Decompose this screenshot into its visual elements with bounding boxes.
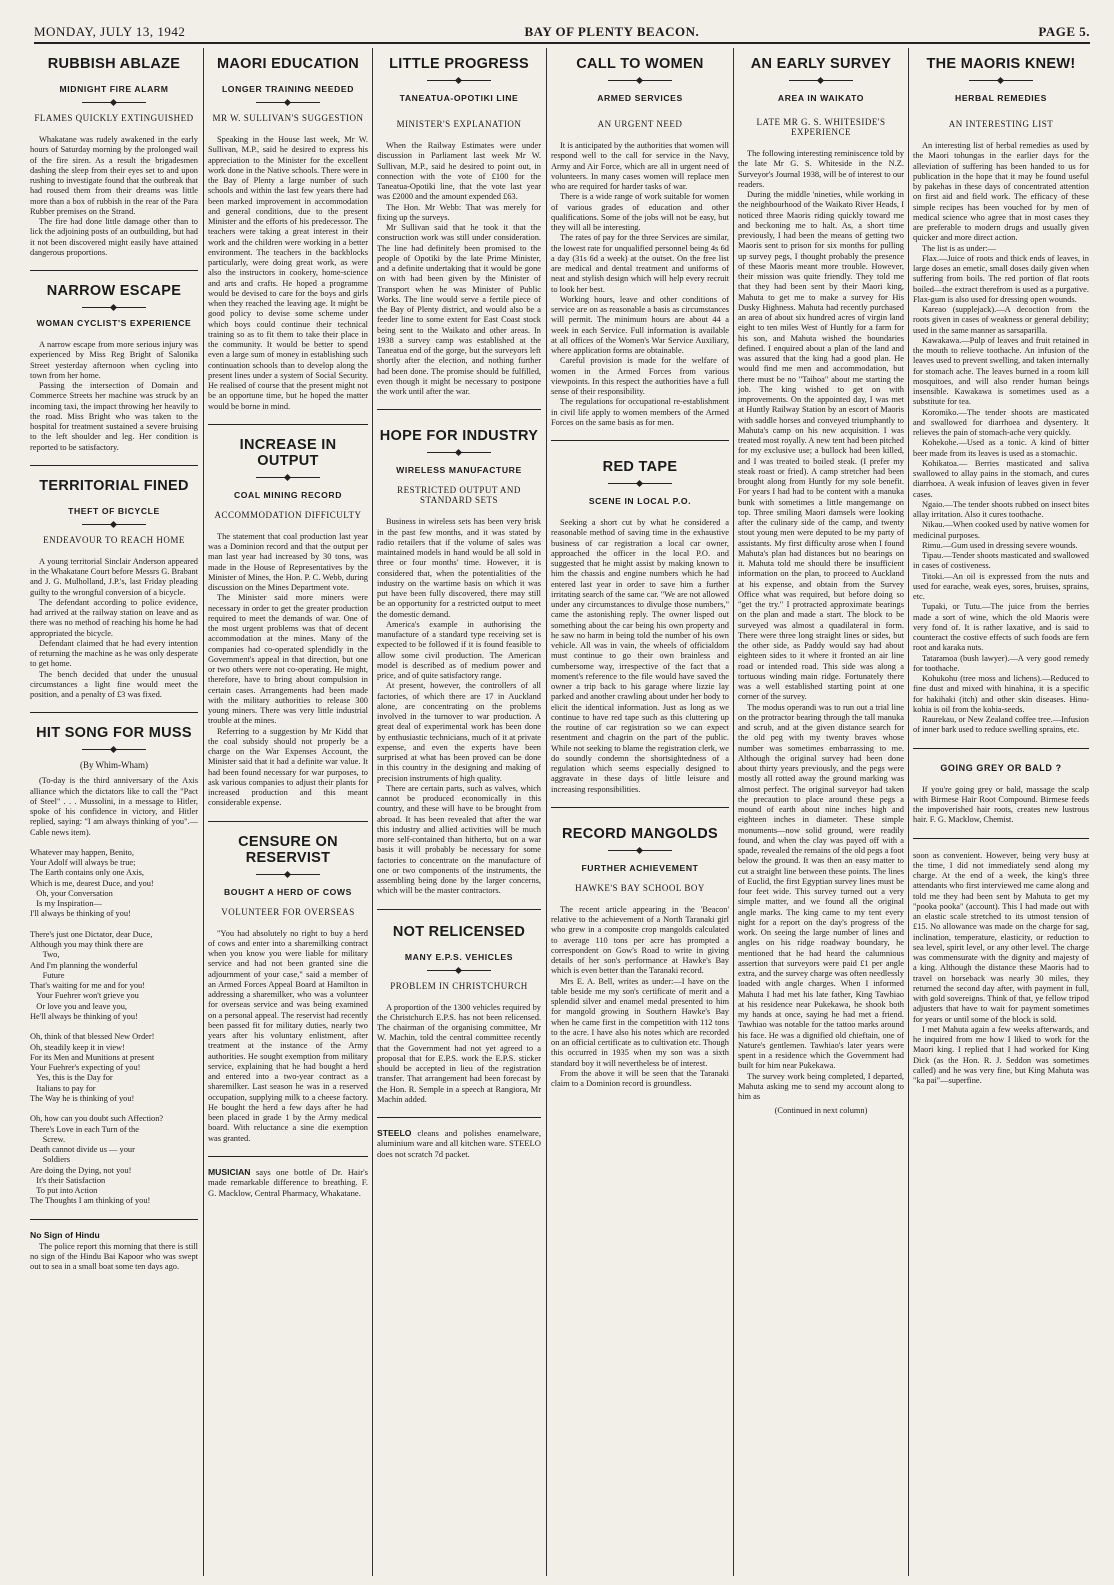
paragraph: Tipau.—Tender shoots masticated and swallowed in cases of costiveness.	[913, 551, 1089, 571]
ad-text: says one bottle of Dr. Hair's made remarkable difference to breathing. F. G. Macklow, Central Pharmacy, Whakatane.	[208, 1166, 368, 1198]
article-separator	[551, 807, 729, 808]
headline: RED TAPE	[602, 459, 678, 475]
paragraph: Kohekohe.—Used as a tonic. A kind of bitter beer made from its leaves is used as a stomachic.	[913, 438, 1089, 458]
headline: HIT SONG FOR MUSS	[36, 725, 192, 742]
article-body	[208, 929, 368, 1144]
ad-headline: GOING GREY OR BALD ?	[940, 762, 1062, 773]
masthead	[34, 24, 1090, 44]
headline: NOT RELICENSED	[392, 923, 526, 940]
article-body	[208, 532, 368, 809]
issue-date: MONDAY, JULY 13, 1942	[34, 24, 186, 39]
paragraph: It is anticipated by the authorities that women will respond well to the call for service in the Navy, Army and Air Force, which are all in urgent need of volunteers. In many cases women will replace men who are required for harder tasks of war.	[551, 141, 729, 191]
ornament-divider	[608, 80, 672, 81]
paragraph: The bench decided that under the unusual circumstances a light fine would meet the position, and a penalty of £3 was fixed.	[30, 669, 198, 699]
headline: RECORD MANGOLDS	[562, 825, 718, 842]
paragraph: A narrow escape from more serious injury was experienced by Miss Reg Bright of Salonika Street yesterday afternoon when cycling into town from her home.	[30, 340, 198, 380]
paragraph: During the middle 'nineties, while working in the neighbourhood of the Waikato River Heads, I noticed three Maoris riding quickly toward me and beckoning me to halt. As, a short time previously, I had been the means of getting two Maoris sent to prison for six months for pulling up survey pegs, I thought probably the presence of these Maoris meant more trouble. However, their mission was quite friendly. They told me that they had been sent by their Maori king, Mahuta to get me to make a survey for His Dusky Highness. Mahuta had recently purchased an area of about six hundred acres of virgin land eight to ten miles West of Huntly for a farm for his son, and Mahuta wished the boundaries defined. I enquired about a plan of the land and was assured that the king had a good plan. He would find me men and accommodation, but there must be no "Taihoa" about me starting the job. The king wished to get on with improvements. On the appointed day, I was met at Huntly Railway Station by an escort of Maoris with saddle horses and conveyed triumphantly to Mahuta's camp on his new acquisition. I was treated most royally. A new tent had been pitched for my exclusive use; a bullock had been killed, and I was treated to boiled steak. (I prefer my steak roast or fried). A camp stretcher had been brought along from Huntly for my sole benefit. For years I had had to be content with a manuka bunk with sometimes a little mangemange on top. Three smiling Maori damsels were looking after the culinary side of the camp, and twenty stout young men were deputed to be my party of assistants. My first difficulty arose when I found Mahuta's plan had distances but no bearings on it. Mahuta told me should there be insufficient information on the plan, to proceed to Auckland at his expense, and obtain from the Survey Office what was required, but before doing so "get the try." I protracted approximate bearings on the plan and made a start. The block to be surveyed was almost a quadilateral in form. There were three long straight lines or sides, but the other side, as Paddy would say had about eighteen sides to it where it fronted an air line road or intended road. This side was along a tortuous winding main ridge. Fortunately there was a well established starting point at one corner of the survey.	[738, 190, 904, 702]
paragraph: The recent article appearing in the 'Beacon' relative to the achievement of a North Taranaki girl who grew in a composite crop mangolds calculated to average 110 tons per acre has prompted a correspondent on Gow's Road to write in giving details of her son's performance at Hawke's Bay which is even better than the Taranaki record.	[551, 904, 729, 976]
subheading: PROBLEM IN CHRISTCHURCH	[390, 980, 528, 991]
article-body	[551, 905, 729, 1090]
article-body	[377, 1003, 541, 1106]
advertisement	[208, 1167, 368, 1198]
ad-keyword: MUSICIAN	[208, 1166, 251, 1177]
paragraph: Tataramoa (bush lawyer).—A very good remedy for toothache.	[913, 653, 1089, 673]
poem	[30, 848, 198, 1207]
headline: RUBBISH ABLAZE	[47, 56, 181, 72]
paragraph: There is a wide range of work suitable for women of various grades of education and other qualifications. Some of the jobs will not be easy, but they will all be interesting.	[551, 192, 729, 232]
subheading: ARMED SERVICES	[597, 93, 683, 103]
paragraph: The police report this morning that there is still no sign of the Hindu Bai Kapoor who was swept out to sea in a small boat some ten days ago.	[30, 1241, 198, 1271]
subheading: WIRELESS MANUFACTURE	[396, 465, 522, 476]
article-separator	[30, 712, 198, 713]
paragraph: The statement that coal production last year was a Dominion record and that the output per man last year had increased by 30 tons, was made in the House of Representatives by the Minister of Mines, the Hon. P. C. Webb, during discussion on the Mines Department vote.	[208, 531, 368, 592]
continued-note: (Continued in next column)	[774, 1106, 868, 1116]
paragraph: When the Railway Estimates were under discussion in Parliament last week Mr W. Sullivan, M.P., said he desired to point out, in connection with the vote of £100 for the Taneatua-Opotiki line, that the vote last year was £2000 and the amount expended £63.	[377, 141, 541, 202]
subheading: SCENE IN LOCAL P.O.	[588, 496, 692, 506]
article-separator	[208, 1156, 368, 1157]
article-body	[913, 141, 1089, 736]
advertisement	[377, 1128, 541, 1159]
paragraph: The Minister said more miners were necessary in order to get the greater production required to meet the demands of war. One of the most urgent problems was that of decent accommodation at the mines. Many of the companies had co-operated splendidly in the Government's appeal in that direction, but one or two others were not co-operating. He might, therefore, have to bring about compulsion in certain cases. Arrangements had been made with the military authorities to release 300 young miners. There was very little industrial trouble at the mines.	[208, 593, 368, 726]
article-body	[738, 149, 904, 1102]
paragraph: Careful provision is made for the welfare of women in the Armed Forces from various viewpoints. In this respect the authorities have a full sense of their responsibility.	[551, 356, 729, 396]
subheading: ENDEAVOUR TO REACH HOME	[43, 534, 185, 545]
paragraph: A young territorial Sinclair Anderson appeared in the Whakatane Court before Messrs G. Brabant and J. G. Mulholland, J.P.'s, last Friday pleading guilty to the wrongful conversion of a bicycle.	[30, 556, 198, 597]
paragraph: Kohukohu (tree moss and lichens).—Reduced to fine dust and mixed with hinahina, it is a specific for hakihaki (itch) and other skin diseases. Hinu-kohia is oil from the kohia-seeds.	[913, 674, 1089, 714]
paragraph: Passing the intersection of Domain and Commerce Streets her machine was struck by an incoming taxi, the impact throwing her heavily to the road. Miss Bright who was taken to the hospital for treatment sustained a severe bruising to the left shoulder and leg. Her condition is reported to be satisfactory.	[30, 381, 198, 452]
headline: AN EARLY SURVEY	[750, 56, 892, 72]
paragraph: The rates of pay for the three Services are similar, the lowest rate for unqualified personnel being 4s 6d a day (31s 6d a week) at the outset. On the free list are medical and dental treatment and uniforms of neat and stylish design which will help every recruit to look her best.	[551, 233, 729, 294]
article-separator	[913, 748, 1089, 749]
article-body	[30, 557, 198, 701]
subheading: MR W. SULLIVAN'S SUGGESTION	[212, 113, 364, 123]
poem-text: Whatever may happen, Benito, Your Adolf will always be true; The Earth contains only one Axis, Which is me, dearest Duce, and you! Oh, your Conversation Is my Inspiration— I'll always be thinking of you! There's just one Dictator, dear Duce, Although you may think there are Two, And I'm planning the wonderful Future That's waiting for me and for you! Your Fuehrer won't grieve you Or love you and leave you, He'll always be thinking of you! Oh, think of that blessed New Order! Oh, steadily keep it in view! For its Men and Munitions at present Your Fuehrer's expecting of you! Yes, this is the Day for Italians to pay for The Way he is thinking of you! Oh, how can you doubt such Affection? There's Love in each Turn of the Screw. Death cannot divide us — your Soldiers Are doing the Dying, not you! It's their Satisfaction To put into Action The Thoughts I am thinking of you!	[30, 847, 164, 1206]
paragraph: Defendant claimed that he had every intention of returning the machine as he was only desperate to get home.	[30, 638, 198, 669]
column-rule	[372, 48, 373, 1576]
paragraph: Speaking in the House last week, Mr W. Sullivan, M.P., said he desired to express his appreciation to the Minister for the excellent work done in the Native schools. There were in the Bay of Plenty a large number of such schools and within the last few years there had been marked improvement in accommodation and general conditions, due to the present Minister and the efforts of his predecessor. The teachers were taking a great interest in their work and the children were working in a better environment. The teachers in the backblocks particularly, were doing great work, as were also the instructors in cookery, home-science and arts and crafts. He hoped a programme would be devised to care for the boys and girls when they reached the leaving age. It might be good policy to devise some scheme under which boys could continue their technical training so as to fit them to take their place in the community. It would be better to spend even a large sum of money in establishing such continuation schools than to develop along the present lines under a system of Social Security. He realised of course that the present might not be an opportune time, but he hoped the matter would be borne in mind.	[208, 135, 368, 411]
ornament-divider	[256, 102, 320, 103]
paragraph: There are certain parts, such as valves, which cannot be produced economically in this country, and these will have to be brought from abroad. It has been revealed that after the war this industry and allied activities will be much more self-contained than hitherto, but on a war basis it will probably be necessary for some factories to concentrate on the manufacture of one or two components of the instruments, the assembling being done by the larger concerns, which will be the master contractors.	[377, 783, 541, 896]
subheading: BOUGHT A HERD OF COWS	[224, 886, 352, 897]
article-separator	[208, 821, 368, 822]
paragraph: Kareao (supplejack).—A decoction from the roots given in cases of weakness or general debility; used in the same manner as sarsaparilla.	[913, 305, 1089, 335]
paragraph: The list is as under:—	[922, 243, 996, 253]
paragraph: Working hours, leave and other conditions of service are on as reasonable a basis as circumstances will permit. The minimum hours are about 44 a week in each Service. Full information is available at all offices of the Women's War Service Auxiliary, where application forms are obtainable.	[551, 294, 729, 355]
subheading: AN URGENT NEED	[597, 119, 683, 129]
headline: MAORI EDUCATION	[217, 56, 359, 72]
subheading: MINISTER'S EXPLANATION	[396, 119, 522, 129]
ornament-divider	[82, 307, 146, 308]
article-separator	[377, 409, 541, 410]
paragraph: The following interesting reminiscence told by the late Mr G. S. Whiteside in the N.Z. Surveyor's Journal 1938, will be of interest to our readers.	[738, 149, 904, 189]
article-body	[30, 1242, 198, 1273]
ornament-divider	[256, 874, 320, 875]
subheading: THEFT OF BICYCLE	[68, 505, 160, 516]
ornament-divider	[82, 102, 146, 103]
column-6	[913, 52, 1089, 1582]
ornament-divider	[82, 749, 146, 750]
byline: (By Whim-Wham)	[79, 760, 149, 771]
paragraph: The Hon. Mr Webb: That was merely for fixing up the surveys.	[377, 202, 541, 222]
paragraph: America's example in authorising the manufacture of a standard type receiving set is expected to be followed if it is found feasible to allow some civil production. The American model is described as of medium power and price, and of quite satisfactory range.	[377, 619, 541, 680]
headline: NARROW ESCAPE	[46, 283, 182, 299]
column-2	[208, 52, 368, 1582]
column-3	[377, 52, 541, 1582]
paragraph: The fire had done little damage other than to lick the adjoining posts of an outbuilding, but had it not been discovered might easily have attained dangerous proportions.	[30, 217, 198, 257]
subheading: WOMAN CYCLIST'S EXPERIENCE	[36, 318, 192, 328]
subheading: HERBAL REMEDIES	[955, 93, 1047, 103]
paragraph: Tupaki, or Tutu.—The juice from the berries made a sort of wine, which the old Maoris were very fond of. It is rather laxative, and is said to counteract the costive effects of such foods are fern root and karaka nuts.	[913, 602, 1089, 653]
article-separator	[30, 270, 198, 271]
subheading: LATE MR G. S. WHITESIDE'S EXPERIENCE	[756, 117, 886, 137]
page-number: PAGE 5.	[1038, 24, 1090, 39]
paragraph: The survey work being completed, I departed, Mahuta asking me to send my account along to him as	[738, 1071, 904, 1101]
headline: INCREASE IN OUTPUT	[239, 436, 337, 469]
paragraph: Kohikatoa.— Berries masticated and saliva swallowed to allay pains in the stomach, and cures diarrhoea. A weak infusion of leaves given in fever cases.	[913, 458, 1089, 499]
paragraph: Mr Sullivan said that he took it that the construction work was still under consideration. The line had definitely been promised to the people of Opotiki by the late Prime Minister, and a definite undertaking that it would be gone on with had been given by the Minister of Transport when he was Minister of Public Works. The line would serve a fertile piece of the Bay of Plenty district, and would also be a feeder line to some extent for East Coast stock being sent to the Waikato and other areas. In 1938 a survey camp was established at the Taneatua end of the gorge, but the surveyors left shortly after the election, and nothing further had been done. The promise should be fulfilled, even though it might be necessary to postpone the work until after the war.	[377, 223, 541, 396]
ornament-divider	[427, 80, 491, 81]
paragraph: At present, however, the controllers of all factories, of which there are 17 in Auckland alone, are concentrating on the problems involved in the turnover to war production. A great deal of experimental work has been done by enthusiastic technicians, much of it at private expense, and even the experts have been surprised at what has been proved can be done in this country in the designing and making of precision instruments of high quality.	[377, 681, 541, 783]
column-5	[738, 52, 904, 1582]
article-separator	[377, 1117, 541, 1118]
paragraph: The defendant according to police evidence, had arrived at the railway station on leave and as there was no method of reaching his home he had appropriated the bicycle.	[30, 597, 198, 638]
paragraph: Mrs E. A. Bell, writes as under:—I have on the table beside me my son's certificate of merit and a splendid silver and enamel medal presented to him for mangold growing in Southern Hawke's Bay when he came first in the competition with 112 tons to the acre. I have also his notes which are recorded on an official certificate as to cultivation etc. Though this occurred in 1935 when my son was a sixth standard boy it will nevertheless be of interest.	[551, 976, 729, 1068]
ad-text: cleans and polishes enamelware, aluminium ware and all kitchen ware. STEELO does not scratch 7d packet.	[377, 1128, 541, 1159]
headline: HOPE FOR INDUSTRY	[379, 428, 539, 445]
paragraph: "You had absolutely no right to buy a herd of cows and enter into a sharemilking contract when you know you were liable for military service and had not been granted sine die adjournment of your case," said a member of an Armed Forces Appeal Board at Hamilton in addressing a sharemilker, who was a volunteer for overseas service and was being examined on a personal appeal. The reservist had recently been passed fit for military duties, nearly two years after his voluntary enlistment, after treatment at the instance of the Army authorities. He sought exemption from military service, explaining that he had bought a herd and entered into a two-year contract as a sharemilker. Last season he was in a reserved occupation, supplying milk to a cheese factory. He bought the herd a few days after he had been placed in grade 1 by the Army medical board. With reluctance a sine die exemption was granted.	[208, 928, 368, 1143]
paragraph: An interesting list of herbal remedies as used by the Maori tohungas in the earlier days for the alleviation of suffering has been handed to us for publication in the hope that it may be found useful by pakehas in these days of concentrated attention on first aid and field work. The efficacy of these simple recipes has been vouched for by men of medical science who agree that in most cases they are preferable to modern drugs and usually given quicker and more direct action.	[913, 141, 1089, 243]
ornament-divider	[789, 80, 853, 81]
paragraph: I met Mahuta again a few weeks afterwards, and he inquired from me how I liked to work for the Maori king. I replied that I had worked for King Dick (as the Hon. R. J. Seddon was sometimes called) and he was very fine, but King Mahuta was "ka pai"—superfine.	[913, 1024, 1089, 1085]
article-body	[30, 135, 198, 258]
subheading: RESTRICTED OUTPUT AND STANDARD SETS	[397, 485, 521, 506]
column-1	[30, 52, 198, 1582]
ornament-divider	[608, 483, 672, 484]
subheading: AREA IN WAIKATO	[777, 93, 865, 103]
paragraph: Business in wireless sets has been very brisk in the past few months, and it was stated by radio retailers that if the volume of sales was maintained models in hand would be all sold in three or four months' time. However, it is considered that, when the potentialities of the industry on the wartime basis on which it was put have been fully discovered, there may still be an opportunity for a restricted output to meet the domestic demand.	[377, 517, 541, 619]
article-body	[551, 518, 729, 795]
headline: LITTLE PROGRESS	[389, 56, 529, 72]
subheading: ACCOMMODATION DIFFICULTY	[214, 509, 362, 520]
article-separator	[377, 909, 541, 910]
headline: TERRITORIAL FINED	[39, 477, 189, 494]
ornament-divider	[427, 452, 491, 453]
headline: No Sign of Hindu	[30, 1229, 100, 1240]
article-separator	[208, 424, 368, 425]
paragraph: soon as convenient. However, being very busy at the time, I did not immediately send along my charge. At the end of a week, the king's three attendants who first interviewed me came along and told me they had been sent by Mahuta to get my "pooka pooka" (account). This I had made out with an elastic scale stretched to its utmost tension of £15. No allowance was made on the charge for sag, inclination, temperature, elasticity, or reduction to sea level, spirit level, or any other level. The charge was commensurate with the dignity and majesty of a king. Although the distance these Maoris had to travel on horseback was nearly 30 miles, they returned the second day after, with payment in full, with gold sovereigns. Think of that, ye fellow tripod adjusters that have to wait for payment sometimes for years or until some of the block is sold.	[913, 850, 1089, 1024]
article-separator	[913, 838, 1089, 839]
subheading: LONGER TRAINING NEEDED	[221, 84, 355, 94]
article-separator	[30, 465, 198, 466]
subheading: MANY E.P.S. VEHICLES	[404, 951, 514, 962]
paragraph: Koromiko.—The tender shoots are masticated and swallowed for diarrhoea and dysentery. It relieves the pain of stomach-ache very quickly.	[913, 407, 1089, 437]
ornament-divider	[256, 477, 320, 478]
paragraph: Whakatane was rudely awakened in the early hours of Saturday morning by the prolonged wail of the fire siren. As a result the brigadesmen dashing the sleep from their eyes set to and upon rushing to investigate found that the outbreak that had roused them from their dreams was little more than a box of rubbish in the rear of the Para Rubber premises on the Strand.	[30, 135, 198, 216]
paragraph: Flax.—Juice of roots and thick ends of leaves, in large doses an emetic, small doses daily given when suffering from boils. The red portion of flat roots boiled—the extract therefrom is used as a purgative. Flax-gum is also used for dressing open wounds.	[913, 253, 1089, 304]
paragraph: The modus operandi was to run out a trial line on the protractor bearing through the tall manuka and scrub, and at the given distance search for the old peg with my twenty braves whose number was sometimes embarrassing to me. Although the original survey had been done about thirty years previously, and the pegs were mostly all rotted away the ground marking was almost perfect. The original surveyor had taken the precaution to place around these pegs a mound of earth about nine inches high and eighteen inches in diameter. These simple monuments—now solid ground, were readily found, and when the clay was payed off with a spade, revealed the remains of the old pegs a foot below the ground. It was then an easy matter to cut a straight line between these points. The lines of Euclid, the first Egyptian survey lines must be four feet wide. This survey turned out a very simple matter, and we found all the original angle marks. The king came to my tent every night for a report on the day's progress of the work. On seeing the large number of lines and angles on his ridge roadway boundary, he mentioned that he had heard the calumnious assertion that surveyors were paid £1 per angle extra, and the survey charge was often needlessly loaded with angle charges. When I informed Mahuta I had met his late father, King Tawhiao at his residence near Pukekawa, he shook both my hands at once, saying he had met a friend. Tawhiao was notable for the tattoo marks around his face. He was a dignified old chieftain, one of Nature's gentlemen. Tawhiao's later years were spent in a residence which the Government had built for him near Pukekawa.	[738, 702, 904, 1071]
column-rule	[908, 48, 909, 1576]
paragraph: If you're going grey or bald, massage the scalp with Birmese Hair Root Compound. Birmese feeds the impoverished hair roots, creates new lustrous hair. F. G. Macklow, Chemist.	[913, 784, 1089, 825]
column-4	[551, 52, 729, 1582]
subheading: VOLUNTEER FOR OVERSEAS	[221, 906, 355, 917]
article-body	[551, 141, 729, 428]
article-body	[377, 141, 541, 397]
paragraph: A proportion of the 1300 vehicles required by the Christchurch E.P.S. has not been relicensed. The chairman of the organising committee, Mr W. Machin, told the central committee recently that the Government had not yet agreed to a proposal that for E.P.S. work the E.P.S. sticker should be accepted in lieu of the registration transfer. That arrangement had been forecast by the Hon. R. Semple in a speech at Rangiora, Mr Machin added.	[377, 1002, 541, 1104]
subheading: FLAMES QUICKLY EXTINGUISHED	[34, 113, 194, 123]
paragraph: Raurekau, or New Zealand coffee tree.—Infusion of inner bark used to reduce swelling sprains, etc.	[913, 715, 1089, 735]
subheading: AN INTERESTING LIST	[948, 119, 1054, 129]
paragraph: Nikau.—When cooked used by native women for medicinal purposes.	[913, 520, 1089, 540]
subheading: TANEATUA-OPOTIKI LINE	[399, 93, 519, 103]
ornament-divider	[82, 524, 146, 525]
column-rule	[733, 48, 734, 1576]
subheading: FURTHER ACHIEVEMENT	[581, 862, 699, 873]
article-body-continued	[913, 851, 1089, 1087]
subheading: HAWKE'S BAY SCHOOL BOY	[575, 882, 705, 893]
article-body	[30, 776, 198, 838]
article-body	[377, 517, 541, 896]
paragraph: (To-day is the third anniversary of the Axis alliance which the dictators like to call the "Pact of Steel" . . . Mussolini, in a message to Hitler, spoke of his confidence in victory, and Hitler replied, saying: "I am always thinking of you".—Cable news item).	[30, 776, 198, 837]
advertisement	[913, 785, 1089, 826]
article-separator	[30, 1219, 198, 1220]
headline: THE MAORIS KNEW!	[926, 56, 1076, 72]
column-rule	[546, 48, 547, 1576]
paragraph: Ngaio.—The tender shoots rubbed on insect bites allay irritation. Also it cures toothache.	[913, 499, 1089, 519]
ad-keyword: STEELO	[377, 1128, 412, 1138]
ornament-divider	[608, 850, 672, 851]
article-body	[208, 135, 368, 412]
newspaper-title: BAY OF PLENTY BEACON.	[524, 24, 700, 39]
article-separator	[551, 440, 729, 441]
paragraph: Referring to a suggestion by Mr Kidd that the coal subsidy should not properly be a charge on the War Expenses Account, the Minister said that it had a definite war value. It had been found necessary for war purposes, to ask various companies to adjust their plants for increased production and this meant considerable expense.	[208, 726, 368, 808]
paragraph: From the above it will be seen that the Taranaki claim to a Dominion record is groundless.	[551, 1068, 729, 1088]
subheading: MIDNIGHT FIRE ALARM	[59, 84, 169, 94]
ornament-divider	[969, 80, 1033, 81]
paragraph: Titoki.—An oil is expressed from the nuts and used for earache, weak eyes, sores, bruises, sprains, etc.	[913, 571, 1089, 601]
paragraph: Seeking a short cut by what he considered a reasonable method of saving time in the exhaustive business of car registration a local car owner, approached the officer in the local P.O. and suggested that he might assist by making known to him the chassis and engine numbers which he had entered last year in order to save him a further irritating search of the same car. "We are not allowed under any circumstances to divulge those numbers," came the astonishing reply. The owner lisped out something about the car being his own property and he saw no harm in being told the number of his own vehicle. All was in vain, the wheels of officialdom must continue to go their own brainless and cumbersome way, irrespective of the fact that a moment's reference to the file would have saved the owner a trip back to his garage where lizzie lay parked and another crawling about under her body to elicit the identical information. Just as long as we continue to have red tape such as this cluttering up the routine of car registration so we can expect resentment and chagrin on the part of the public. While not seeking to blame the registration clerk, we do soundly condemn the shortsightedness of a regulation which seems especially designed to aggravate in these days of little leisure and increasing responsibilities.	[551, 518, 729, 794]
ornament-divider	[427, 970, 491, 971]
headline: CALL TO WOMEN	[576, 56, 704, 72]
paragraph: The regulations for occupational re-establishment in civil life apply to women members of the Armed Forces on the same basis as for men.	[551, 397, 729, 427]
headline: CENSURE ON RESERVIST	[238, 833, 338, 866]
column-rule	[203, 48, 204, 1576]
article-body	[30, 340, 198, 453]
paragraph: Rimu.—Gum used in dressing severe wounds.	[922, 540, 1078, 550]
subheading: COAL MINING RECORD	[233, 489, 343, 500]
paragraph: Kawakawa.—Pulp of leaves and fruit retained in the mouth to relieve toothache. An infusion of the leaves used to prevent swelling, and taken internally for stomach ache. The leaves burned in a room kill mosquitoes, and will also render human beings insensible. Kawakawa is sometimes used as a substitute for tea.	[913, 335, 1089, 407]
